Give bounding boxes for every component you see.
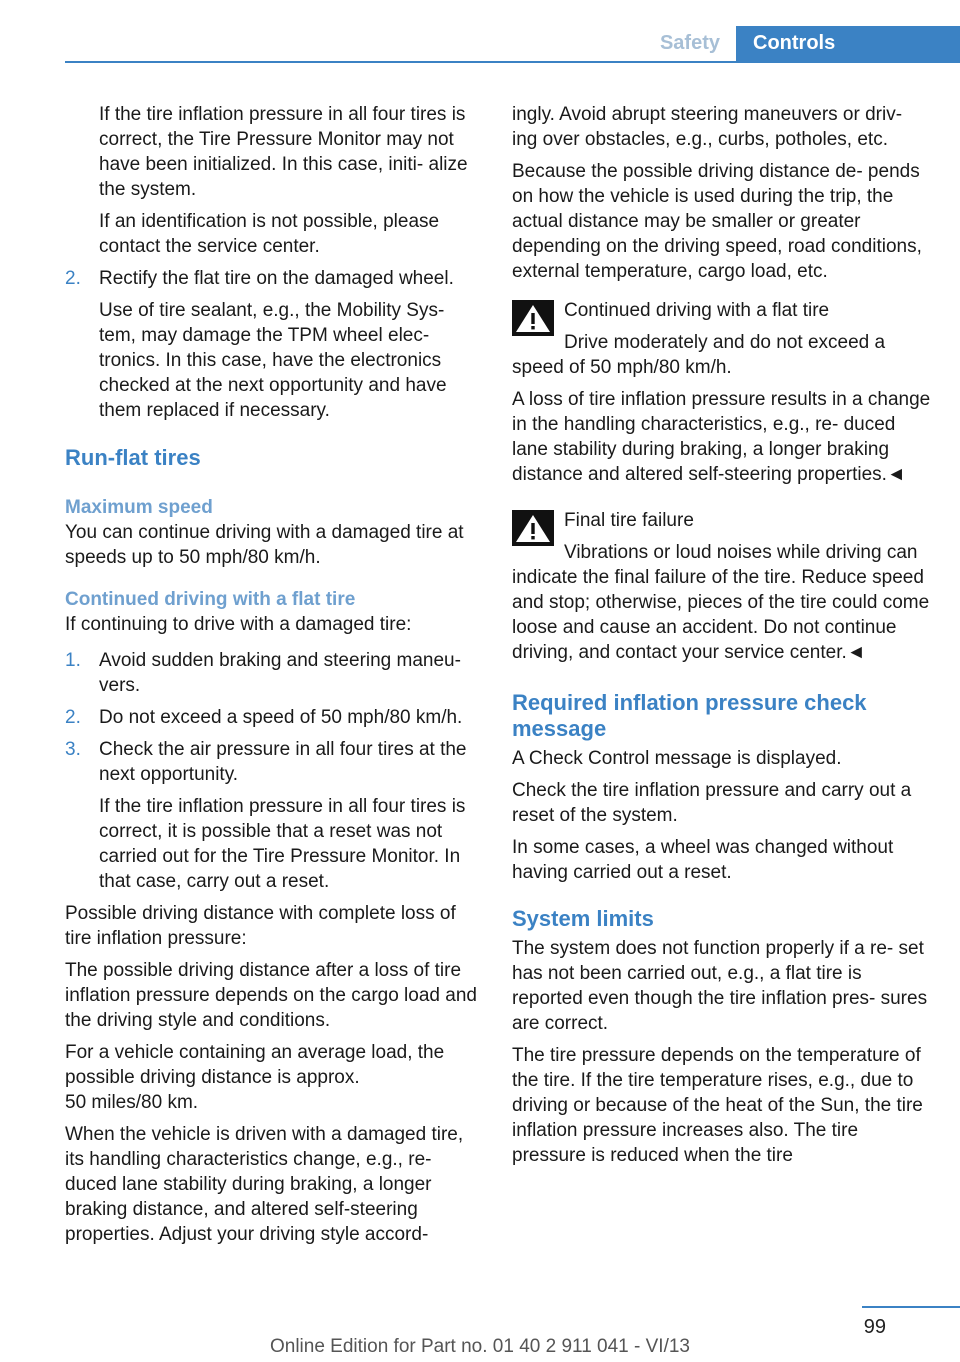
paragraph: Check the tire inflation pressure and carry out a reset of the system. <box>512 780 912 826</box>
heading-maximum-speed: Maximum speed <box>65 497 213 518</box>
paragraph: If the tire inflation pressure in all four tires is correct, the Tire Pressure Monitor may not have been initialized. In this case, initi‐ alize the system. <box>99 104 468 200</box>
warning-title: Final tire failure <box>564 510 694 531</box>
paragraph: If an identification is not possible, please contact the service center. <box>99 211 440 257</box>
text: 50 miles/80 km. <box>65 1092 199 1113</box>
paragraph <box>65 1040 483 1115</box>
paragraph: The tire pressure depends on the temperature of the tire. If the tire temperature rises, e.g., due to driving or because of the heat of the Sun, the tire inflation pressure increases also. The tire pressure is reduced when the tire <box>512 1045 923 1166</box>
paragraph: A loss of tire inflation pressure results in a change in the handling characteristics, e.g., re‐ duced lane stability during braking, a longer braking distance and altered self-steering properties.◄ <box>512 389 931 485</box>
paragraph: The possible driving distance after a loss of tire inflation pressure depends on the cargo load and the driving style and conditions. <box>65 960 477 1031</box>
warning-box <box>512 298 932 380</box>
list-text: Check the air pressure in all four tires at the next opportunity. <box>99 739 467 785</box>
list-number: 2. <box>65 707 81 728</box>
list-text: Rectify the flat tire on the damaged wheel. <box>99 268 454 289</box>
list-text: Do not exceed a speed of 50 mph/80 km/h. <box>99 707 463 728</box>
warning-triangle-icon <box>512 510 554 546</box>
list-number: 3. <box>65 739 81 760</box>
list-subtext: Use of tire sealant, e.g., the Mobility Sys‐ tem, may damage the TPM wheel elec‐ tronics. In this case, have the electronics checked at the next opportunity and have them replaced if necessary. <box>99 300 447 421</box>
heading-required-inflation-pressure: Required inflation pressure check message <box>512 690 867 741</box>
footer-edition: Online Edition for Part no. 01 40 2 911 041 - VI/13 <box>269 1336 691 1357</box>
paragraph: In some cases, a wheel was changed without having carried out a reset. <box>512 837 894 883</box>
paragraph: If continuing to drive with a damaged tire: <box>65 614 412 635</box>
list-subtext: If the tire inflation pressure in all four tires is correct, it is possible that a reset was not carried out for the Tire Pressure Monitor. In that case, carry out a reset. <box>99 796 466 892</box>
list-item <box>65 648 483 698</box>
tab-safety[interactable]: Safety <box>659 32 720 54</box>
paragraph: Because the possible driving distance de‐ pends on how the vehicle is used during the trip, the actual distance may be smaller or greater depending on the driving speed, road conditions, external temperature, cargo load, etc. <box>512 161 922 282</box>
warning-title: Continued driving with a flat tire <box>564 300 830 321</box>
paragraph: You can continue driving with a damaged tire at speeds up to 50 mph/80 km/h. <box>65 522 464 568</box>
paragraph: Possible driving distance with complete loss of tire inflation pressure: <box>65 903 456 949</box>
list-item <box>65 705 483 730</box>
paragraph: The system does not function properly if a re‐ set has not been carried out, e.g., a flat tire is reported even though the tire inflation pres‐ sures are correct. <box>512 938 928 1034</box>
heading-system-limits: System limits <box>512 906 654 931</box>
list-item <box>65 737 483 894</box>
list-number: 1. <box>65 650 81 671</box>
warning-box <box>512 508 932 665</box>
list-number: 2. <box>65 268 81 289</box>
tab-controls[interactable]: Controls <box>736 26 960 61</box>
text: For a vehicle containing an average load, the possible driving distance is approx. <box>65 1042 445 1088</box>
warning-text: Drive moderately and do not exceed a speed of 50 mph/80 km/h. <box>512 332 886 378</box>
warning-triangle-icon <box>512 300 554 336</box>
warning-text: Vibrations or loud noises while driving can indicate the final failure of the tire. Reduce speed and stop; otherwise, pieces of the tire could come loose and cause an accident. Do not continue driving, and contact your service center.◄ <box>512 542 930 663</box>
paragraph: A Check Control message is displayed. <box>512 748 842 769</box>
paragraph: When the vehicle is driven with a damaged tire, its handling characteristics change, e.g., re‐ duced lane stability during braking, a longer braking distance, and altered self-steering properties. Adjust your driving style accord‐ <box>65 1124 464 1245</box>
heading-run-flat-tires: Run-flat tires <box>65 445 201 470</box>
header-rule <box>65 61 960 63</box>
list-text: Avoid sudden braking and steering maneu‐ vers. <box>99 650 461 696</box>
list-item <box>65 266 483 423</box>
footer-rule <box>862 1306 960 1308</box>
paragraph: ingly. Avoid abrupt steering maneuvers or driv‐ ing over obstacles, e.g., curbs, potholes, etc. <box>512 104 903 150</box>
heading-continued-driving: Continued driving with a flat tire <box>65 589 356 610</box>
page-number: 99 <box>863 1316 886 1338</box>
right-column <box>512 102 932 1175</box>
left-column <box>65 102 483 1254</box>
